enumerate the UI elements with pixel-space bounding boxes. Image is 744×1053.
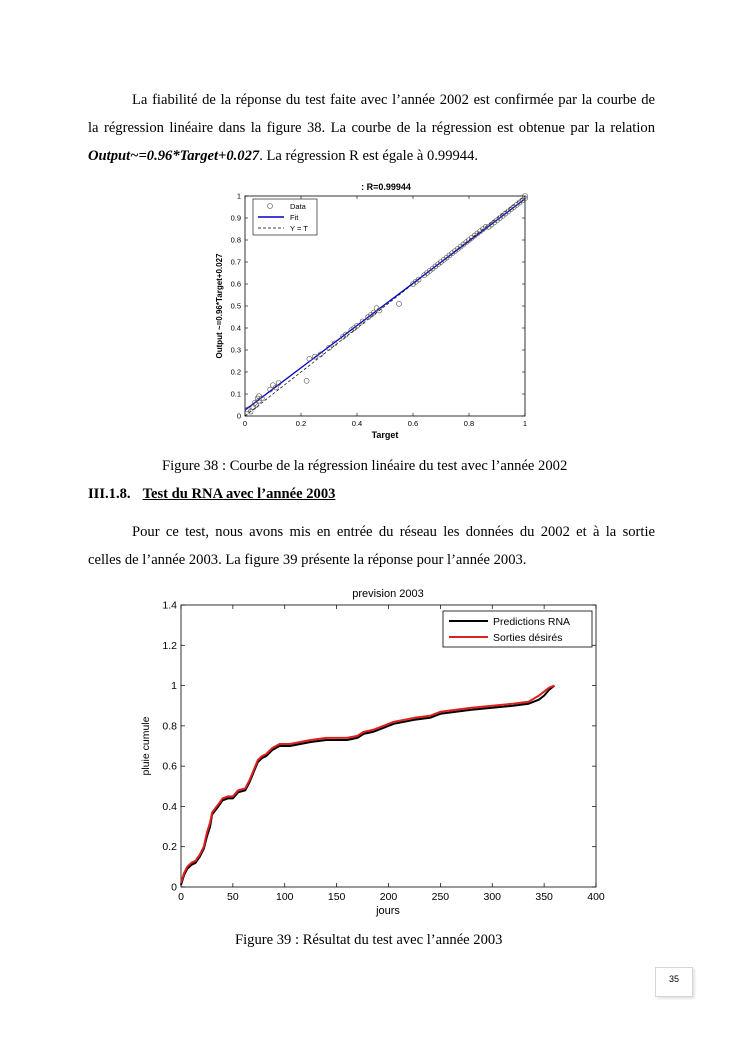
prevision-y-tick-label: 1 (171, 680, 177, 693)
prevision-chart (130, 584, 620, 920)
regression-x-tick-label: 0.8 (463, 419, 475, 428)
legend-predictions-label: Predictions RNA (493, 616, 571, 628)
prevision-x-tick-label: 350 (535, 891, 553, 903)
legend-identity-label: Y = T (290, 224, 308, 233)
prevision-y-tick-label: 0.6 (162, 760, 177, 773)
prevision-x-tick-label: 200 (379, 891, 398, 903)
prevision-x-label: jours (376, 905, 400, 917)
regression-y-tick-label: 0.5 (230, 301, 241, 311)
prevision-legend (443, 611, 592, 647)
regression-y-tick-label: 0.1 (230, 389, 241, 399)
page-number: 35 (655, 967, 693, 997)
test-paragraph (88, 518, 655, 574)
regression-legend (253, 199, 317, 235)
prevision-x-tick-label: 100 (275, 891, 294, 903)
regression-y-tick-label: 0.2 (230, 367, 241, 377)
prevision-y-label: pluie cumule (140, 716, 152, 776)
regression-y-tick-label: 1 (236, 191, 241, 201)
prevision-y-tick-label: 1.2 (162, 639, 177, 652)
legend-fit-label: Fit (290, 213, 299, 222)
legend-data-label: Data (290, 202, 306, 211)
section-heading (88, 486, 335, 503)
regression-y-tick-label: 0.7 (230, 257, 241, 267)
section-title: Test du RNA avec l’année 2003 (142, 486, 336, 502)
regression-chart (200, 176, 545, 446)
test-line-1: Pour ce test, nous avons mis en entrée du réseau les données du 2002 et à la sortie (132, 524, 655, 540)
regression-y-tick-label: 0.9 (230, 213, 241, 223)
prevision-x-tick-label: 250 (431, 891, 450, 903)
prevision-y-tick-label: 0.4 (162, 800, 177, 813)
intro-line-1: La fiabilité de la réponse du test faite avec l’année 2002 est confirmée par la courbe de (132, 92, 655, 108)
prevision-x-tick-label: 300 (483, 891, 502, 903)
intro-line-2: la régression linéaire dans la figure 38. La courbe de la régression est obtenue par la relation (88, 120, 655, 136)
prevision-x-tick-label: 0 (178, 891, 184, 903)
figure-38-caption: Figure 38 : Courbe de la régression linéaire du test avec l’année 2002 (162, 458, 568, 474)
regression-y-tick-label: 0.6 (230, 279, 241, 289)
regression-x-tick-label: 0.4 (351, 419, 363, 428)
regression-x-label: Target (371, 430, 399, 440)
prevision-x-tick-label: 50 (227, 891, 239, 903)
intro-line-3 (88, 142, 655, 170)
legend-desired-label: Sorties désirés (493, 632, 563, 644)
prevision-y-tick-label: 0.8 (162, 720, 177, 733)
regression-x-tick-label: 0.2 (295, 419, 307, 428)
prevision-x-tick-label: 150 (327, 891, 346, 903)
regression-x-tick-label: 0 (242, 419, 248, 428)
prevision-y-tick-label: 0 (171, 881, 177, 894)
regression-y-tick-label: 0.3 (230, 345, 241, 355)
regression-y-label: Output ~=0.96*Target+0.027 (215, 253, 224, 359)
prevision-y-tick-label: 0.2 (162, 841, 177, 854)
regression-y-tick-label: 0.8 (230, 235, 241, 245)
regression-y-tick-label: 0 (236, 411, 241, 421)
regression-x-tick-label: 0.6 (407, 419, 419, 428)
regression-chart-title: : R=0.99944 (361, 182, 411, 192)
prevision-chart-title: prevision 2003 (352, 588, 424, 600)
regression-r-text: . La régression R est égale à 0.99944. (259, 148, 479, 164)
intro-paragraph (88, 86, 655, 170)
prevision-y-tick-label: 1.4 (162, 599, 177, 612)
regression-y-tick-label: 0.4 (230, 323, 241, 333)
regression-x-tick-label: 1 (522, 419, 528, 428)
regression-formula: Output~=0.96*Target+0.027 (88, 148, 260, 164)
prevision-x-tick-label: 400 (587, 891, 605, 903)
figure-39-caption: Figure 39 : Résultat du test avec l’année 2003 (235, 932, 503, 948)
section-number: III.1.8. (88, 486, 131, 502)
test-line-2: celles de l’année 2003. La figure 39 présente la réponse pour l’année 2003. (88, 552, 527, 568)
